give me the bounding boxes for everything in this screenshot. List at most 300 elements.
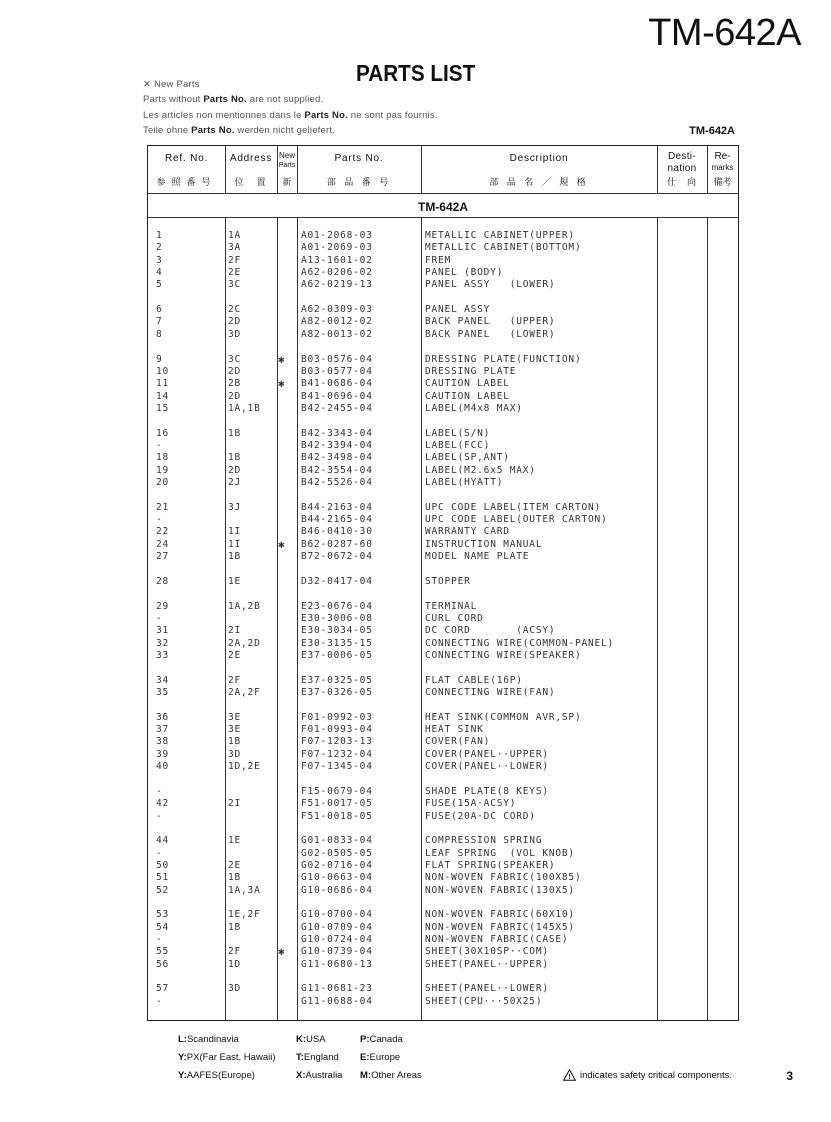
part-number: B03-0577-04 — [301, 365, 373, 377]
description: DRESSING PLATE — [425, 365, 517, 377]
note-de-pre: Teile ohne — [143, 125, 192, 136]
new-parts-text: New Parts — [154, 79, 200, 90]
table-row — [148, 601, 738, 613]
note-fr-post: ne sont pas fournis. — [347, 110, 438, 121]
ref-no: 38 — [156, 736, 170, 748]
description: SHEET(CPU···50X25) — [425, 995, 543, 1007]
address: 3D — [228, 328, 242, 340]
legend-code: E: — [360, 1052, 370, 1063]
legend-item — [360, 1052, 400, 1063]
description: PANEL (BODY) — [425, 267, 504, 278]
description: SHEET(30X10SP··COM) — [425, 946, 549, 958]
ref-no: 50 — [156, 859, 170, 871]
description: NON-WOVEN FABRIC(CASE) — [425, 934, 569, 945]
new-parts-mark: ✕ — [143, 79, 152, 90]
legend-code: K: — [296, 1034, 307, 1045]
note-de-bold: Parts No. — [191, 125, 235, 136]
part-number: B62-0287-60 — [301, 538, 373, 550]
part-number: E23-0676-04 — [301, 600, 373, 612]
part-number: F01-0993-04 — [301, 724, 373, 735]
col-header-description: Description — [509, 153, 569, 164]
address: 2I — [228, 798, 242, 810]
legend-name: Europe — [369, 1052, 401, 1063]
part-number: G01-0833-04 — [301, 835, 373, 847]
description: METALLIC CABINET(BOTTOM) — [425, 242, 582, 254]
part-number: B42-3498-04 — [301, 452, 373, 464]
part-number: B41-0696-04 — [301, 390, 373, 402]
part-number: A62-0309-03 — [301, 304, 373, 316]
table-row — [148, 514, 738, 526]
table-row — [148, 811, 738, 823]
ref-no: 27 — [156, 551, 170, 563]
table-row — [148, 761, 738, 773]
table-row — [148, 736, 738, 748]
ref-no: 1 — [156, 230, 163, 241]
parts-table — [147, 145, 739, 1021]
table-row — [148, 366, 738, 378]
description: NON-WOVEN FABRIC(60X10) — [425, 909, 575, 921]
table-row — [148, 872, 738, 884]
table-row — [148, 378, 738, 390]
col-header-ref: Ref. No. — [164, 153, 209, 164]
model-label: TM-642A — [689, 125, 735, 137]
table-row — [148, 539, 738, 551]
ref-no: 6 — [156, 304, 163, 316]
ref-no: 51 — [156, 872, 170, 884]
description: NON-WOVEN FABRIC(145X5) — [425, 921, 575, 933]
table-row — [148, 391, 738, 403]
part-number: F51-0017-05 — [301, 798, 373, 810]
legend-code: Y: — [178, 1070, 187, 1081]
table-row — [148, 526, 738, 538]
new-mark: ✱ — [278, 377, 286, 391]
table-row — [148, 316, 738, 328]
description: BACK PANEL (LOWER) — [425, 328, 556, 340]
model-title: TM-642A — [648, 12, 801, 54]
table-row — [148, 267, 738, 279]
table-row — [148, 230, 738, 242]
table-row — [148, 465, 738, 477]
description: FUSE(15A·ACSY) — [425, 798, 517, 810]
part-number: B42-3343-04 — [301, 427, 373, 439]
page-number: 3 — [786, 1069, 793, 1083]
part-number: A01-2069-03 — [301, 242, 373, 254]
ref-no: 15 — [156, 402, 170, 414]
col-header-new-jp: 新 — [282, 177, 292, 187]
ref-no: 21 — [156, 501, 170, 513]
part-number: B42-2455-04 — [301, 402, 373, 414]
legend-code: L: — [178, 1034, 187, 1045]
description: LABEL(HYATT) — [425, 477, 504, 488]
part-number: E37-0325-05 — [301, 674, 373, 686]
ref-no: 28 — [156, 575, 170, 587]
ref-no: 24 — [156, 538, 170, 550]
part-number: D32-0417-04 — [301, 575, 373, 587]
col-header-destination-2: nation — [667, 163, 697, 174]
description: DC CORD (ACSY) — [425, 625, 556, 637]
part-number: G10-0709-04 — [301, 921, 373, 933]
description: CONNECTING WIRE(FAN) — [425, 687, 556, 698]
part-number: G02-0716-04 — [301, 859, 373, 871]
table-row — [148, 440, 738, 452]
table-row — [148, 551, 738, 563]
col-header-description-jp: 部 品 名 ／ 規 格 — [489, 177, 589, 187]
table-row — [148, 502, 738, 514]
part-number: B44-2165-04 — [301, 514, 373, 525]
description: TERMINAL — [425, 600, 478, 612]
description: BACK PANEL (UPPER) — [425, 316, 556, 328]
part-number: F51-0018-05 — [301, 810, 373, 822]
part-number: G10-0700-04 — [301, 909, 373, 921]
svg-text:!: ! — [568, 1074, 571, 1081]
table-row — [148, 625, 738, 637]
ref-no: 37 — [156, 724, 170, 735]
table-row — [148, 279, 738, 291]
ref-no: 42 — [156, 798, 170, 810]
ref-no: 44 — [156, 835, 170, 847]
description: LABEL(M2.6x5 MAX) — [425, 464, 536, 476]
ref-no: 22 — [156, 526, 170, 538]
ref-no: 10 — [156, 365, 170, 377]
new-mark: ✱ — [278, 945, 286, 959]
address: 3D — [228, 983, 242, 995]
description: PANEL ASSY (LOWER) — [425, 279, 556, 291]
description: COVER(PANEL··UPPER) — [425, 748, 549, 760]
ref-no: 33 — [156, 649, 170, 661]
part-number: B42-5526-04 — [301, 477, 373, 488]
address: 1B — [228, 736, 242, 748]
address: 3C — [228, 353, 242, 365]
col-header-remarks: Re- — [714, 151, 731, 162]
ref-no: 18 — [156, 452, 170, 464]
part-number: B03-0576-04 — [301, 353, 373, 365]
address: 2D — [228, 316, 242, 328]
part-number: G02-0505-05 — [301, 847, 373, 859]
part-number: G11-0680-13 — [301, 958, 373, 970]
ref-no: 31 — [156, 625, 170, 637]
part-number: B42-3394-04 — [301, 439, 373, 451]
legend-name: USA — [306, 1034, 326, 1045]
address: 1B — [228, 551, 242, 563]
address: 1A,3A — [228, 884, 261, 896]
description: CAUTION LABEL — [425, 378, 510, 390]
address: 3D — [228, 748, 242, 760]
description: SHEET(PANEL··UPPER) — [425, 958, 549, 970]
col-header-ref-jp: 参照番号 — [156, 177, 217, 187]
table-row — [148, 687, 738, 699]
ref-no: 29 — [156, 600, 170, 612]
col-header-remarks-2: marks — [711, 163, 734, 172]
legend-item — [178, 1070, 255, 1081]
note-en-pre: Parts without — [143, 94, 204, 105]
table-row — [148, 959, 738, 971]
description: NON-WOVEN FABRIC(100X85) — [425, 872, 582, 884]
address: 2C — [228, 304, 242, 316]
address: 1A,2B — [228, 600, 261, 612]
legend-code: P: — [360, 1034, 370, 1045]
description: LEAF SPRING (VOL KNOB) — [425, 847, 575, 859]
description: COVER(PANEL··LOWER) — [425, 761, 549, 773]
table-row — [148, 675, 738, 687]
address: 3E — [228, 724, 242, 735]
note-english — [143, 94, 323, 105]
note-french — [143, 110, 438, 121]
legend-code: M: — [360, 1070, 372, 1081]
section-rule — [148, 217, 738, 218]
legend-item — [360, 1034, 403, 1045]
address: 1D,2E — [228, 761, 261, 773]
description: LABEL(M4x8 MAX) — [425, 402, 523, 414]
part-number: E30-3135-15 — [301, 637, 373, 649]
part-number: F01-0992-03 — [301, 711, 373, 723]
table-row — [148, 996, 738, 1008]
part-number: G10-0739-04 — [301, 946, 373, 958]
ref-no: 14 — [156, 390, 170, 402]
description: HEAT SINK(COMMON AVR,SP) — [425, 711, 582, 723]
part-number: G11-0681-23 — [301, 983, 373, 995]
col-header-parts-no: Parts No. — [334, 153, 384, 164]
table-row — [148, 749, 738, 761]
table-row — [148, 576, 738, 588]
ref-no: 52 — [156, 884, 170, 896]
address: 1E — [228, 835, 242, 847]
address: 2E — [228, 649, 242, 661]
table-row — [148, 934, 738, 946]
ref-no: 32 — [156, 637, 170, 649]
ref-no: 36 — [156, 711, 170, 723]
table-row — [148, 922, 738, 934]
description: DRESSING PLATE(FUNCTION) — [425, 353, 582, 365]
description: CONNECTING WIRE(SPEAKER) — [425, 649, 582, 661]
address: 2B — [228, 378, 242, 390]
table-row — [148, 613, 738, 625]
description: LABEL(FCC) — [425, 439, 491, 451]
ref-no: - — [156, 439, 163, 451]
note-de-post: werden nicht geliefert. — [234, 125, 336, 136]
description: FUSE(20A·DC CORD) — [425, 810, 536, 822]
description: MODEL NAME PLATE — [425, 551, 530, 563]
part-number: B41-0686-04 — [301, 378, 373, 390]
part-number: A82-0013-02 — [301, 328, 373, 340]
ref-no: - — [156, 612, 163, 624]
address: 1A,1B — [228, 402, 261, 414]
address: 2D — [228, 365, 242, 377]
ref-no: - — [156, 810, 163, 822]
address: 2A,2D — [228, 637, 261, 649]
ref-no: 56 — [156, 958, 170, 970]
ref-no: 54 — [156, 921, 170, 933]
part-number: A82-0012-02 — [301, 316, 373, 328]
part-number: E37-0006-05 — [301, 649, 373, 661]
description: CAUTION LABEL — [425, 390, 510, 402]
part-number: B44-2163-04 — [301, 501, 373, 513]
part-number: E30-3006-08 — [301, 612, 373, 624]
ref-no: 16 — [156, 427, 170, 439]
table-row — [148, 798, 738, 810]
address: 1I — [228, 526, 242, 538]
description: LABEL(S/N) — [425, 427, 491, 439]
ref-no: 8 — [156, 328, 163, 340]
table-row — [148, 885, 738, 897]
address: 1D — [228, 958, 242, 970]
table-row — [148, 329, 738, 341]
legend-item — [296, 1052, 339, 1063]
address: 2J — [228, 477, 242, 488]
new-mark: ✱ — [278, 537, 286, 551]
description: SHADE PLATE(8 KEYS) — [425, 785, 549, 797]
description: PANEL ASSY — [425, 304, 491, 316]
address: 2F — [228, 946, 242, 958]
description: UPC CODE LABEL(OUTER CARTON) — [425, 514, 608, 525]
part-number: B42-3554-04 — [301, 464, 373, 476]
ref-no: - — [156, 934, 163, 945]
part-number: A62-0219-13 — [301, 279, 373, 291]
ref-no: 55 — [156, 946, 170, 958]
description: WARRANTY CARD — [425, 526, 510, 538]
legend-item — [178, 1052, 275, 1063]
table-row — [148, 786, 738, 798]
legend-code: T: — [296, 1052, 304, 1063]
table-row — [148, 983, 738, 995]
address: 1B — [228, 872, 242, 884]
address: 2E — [228, 859, 242, 871]
ref-no: 35 — [156, 687, 170, 698]
note-fr-pre: Les articles non mentionnes dans le — [143, 110, 305, 121]
new-parts-note — [143, 79, 200, 90]
col-header-parts-no-jp: 部 品 番 号 — [326, 177, 392, 187]
description: UPC CODE LABEL(ITEM CARTON) — [425, 501, 602, 513]
part-number: B72-0672-04 — [301, 551, 373, 563]
address: 3J — [228, 501, 242, 513]
part-number: A01-2068-03 — [301, 230, 373, 241]
legend-item — [296, 1070, 342, 1081]
ref-no: 34 — [156, 674, 170, 686]
table-row — [148, 477, 738, 489]
ref-no: 5 — [156, 279, 163, 291]
note-fr-bold: Parts No. — [304, 110, 348, 121]
note-en-bold: Parts No. — [203, 94, 247, 105]
description: COMPRESSION SPRING — [425, 835, 543, 847]
col-header-destination-jp: 仕 向 — [666, 177, 697, 187]
table-row — [148, 835, 738, 847]
ref-no: 40 — [156, 761, 170, 773]
description: FLAT SPRING(SPEAKER) — [425, 859, 556, 871]
address: 2I — [228, 625, 242, 637]
ref-no: 3 — [156, 254, 163, 266]
description: LABEL(SP,ANT) — [425, 452, 510, 464]
address: 2F — [228, 254, 242, 266]
address: 1E,2F — [228, 909, 261, 921]
address: 1E — [228, 575, 242, 587]
address: 2E — [228, 267, 242, 278]
table-row — [148, 354, 738, 366]
description: METALLIC CABINET(UPPER) — [425, 230, 575, 241]
col-header-new-2: Parts — [278, 162, 296, 169]
table-row — [148, 724, 738, 736]
section-label: TM-642A — [417, 200, 468, 214]
table-row — [148, 638, 738, 650]
table-row — [148, 946, 738, 958]
part-number: F07-1345-04 — [301, 761, 373, 773]
description: INSTRUCTION MANUAL — [425, 538, 543, 550]
legend-item — [296, 1034, 326, 1045]
note-en-post: are not supplied. — [246, 94, 324, 105]
warning-triangle-icon — [563, 1069, 576, 1081]
part-number: F15-0679-04 — [301, 785, 373, 797]
part-number: E30-3034-05 — [301, 625, 373, 637]
part-number: G11-0688-04 — [301, 995, 373, 1007]
part-number: E37-0326-05 — [301, 687, 373, 698]
part-number: F07-1203-13 — [301, 736, 373, 748]
ref-no: 4 — [156, 267, 163, 278]
table-row — [148, 860, 738, 872]
table-row — [148, 650, 738, 662]
address: 2D — [228, 390, 242, 402]
description: NON-WOVEN FABRIC(130X5) — [425, 884, 575, 896]
address: 1B — [228, 427, 242, 439]
ref-no: 9 — [156, 353, 163, 365]
description: FREM — [425, 254, 452, 266]
col-header-remarks-jp: 備考 — [713, 177, 732, 187]
address: 3C — [228, 279, 242, 291]
address: 1B — [228, 921, 242, 933]
address: 1I — [228, 538, 242, 550]
safety-note — [563, 1069, 732, 1081]
table-row — [148, 428, 738, 440]
description: FLAT CABLE(16P) — [425, 674, 523, 686]
note-german — [143, 125, 335, 136]
legend-name: Scandinavia — [186, 1034, 239, 1045]
part-number: G10-0686-04 — [301, 884, 373, 896]
address: 1A — [228, 230, 242, 241]
address: 3A — [228, 242, 242, 254]
page-title: PARTS LIST — [356, 60, 476, 86]
description: SHEET(PANEL··LOWER) — [425, 983, 549, 995]
description: CONNECTING WIRE(COMMON-PANEL) — [425, 637, 615, 649]
ref-no: - — [156, 785, 163, 797]
table-row — [148, 242, 738, 254]
legend-name: PX(Far East, Hawaii) — [186, 1052, 276, 1063]
ref-no: - — [156, 995, 163, 1007]
description: HEAT SINK — [425, 724, 484, 735]
table-row — [148, 403, 738, 415]
address: 2F — [228, 674, 242, 686]
ref-no: 7 — [156, 316, 163, 328]
col-header-new: New — [278, 151, 295, 160]
ref-no: 2 — [156, 242, 163, 254]
ref-no: - — [156, 847, 163, 859]
ref-no: 11 — [156, 378, 170, 390]
address: 2D — [228, 464, 242, 476]
legend-item — [178, 1034, 239, 1045]
part-number: A13-1601-02 — [301, 254, 373, 266]
ref-no: 53 — [156, 909, 170, 921]
legend-name: Canada — [369, 1034, 403, 1045]
part-number: G10-0663-04 — [301, 872, 373, 884]
col-header-address: Address — [229, 153, 273, 164]
part-number: G10-0724-04 — [301, 934, 373, 945]
col-header-address-jp: 位 置 — [234, 177, 268, 187]
description: CURL CORD — [425, 612, 484, 624]
legend-name: Australia — [305, 1070, 343, 1081]
table-row — [148, 304, 738, 316]
address: 3E — [228, 711, 242, 723]
ref-no: 39 — [156, 748, 170, 760]
legend-name: Other Areas — [371, 1070, 422, 1081]
description: COVER(FAN) — [425, 736, 491, 748]
part-number: A62-0206-02 — [301, 267, 373, 278]
part-number: F07-1232-04 — [301, 748, 373, 760]
